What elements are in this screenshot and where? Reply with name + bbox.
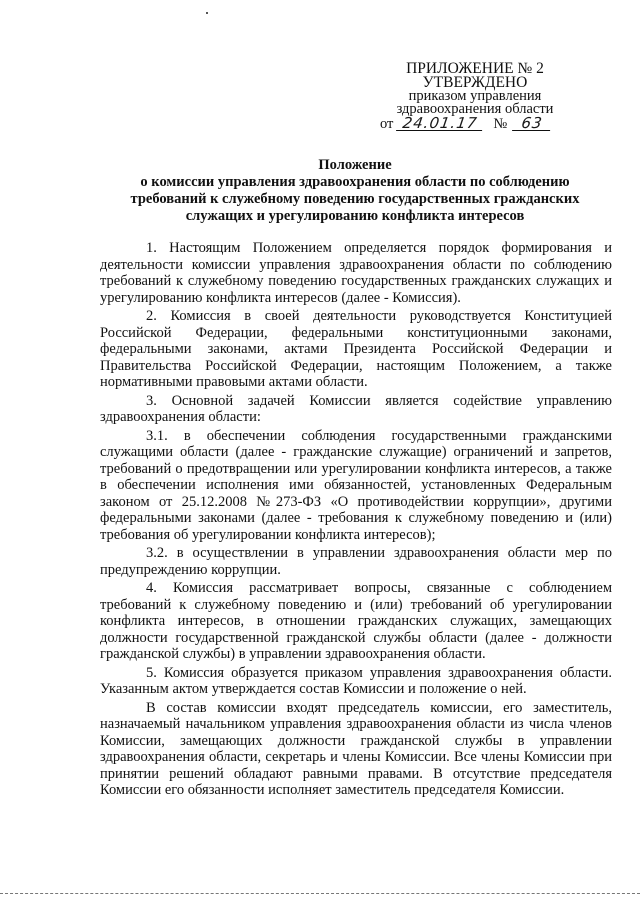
title-line-2: о комиссии управления здравоохранения области по соблюдению (140, 174, 570, 190)
paragraph-5: 5. Комиссия образуется приказом управления здравоохранения области. Указанным актом утверждается состав Комиссии и положение о ней. (100, 664, 612, 697)
paragraph-4: 4. Комиссия рассматривает вопросы, связанные с соблюдением требований к служебному поведению и (или) требований об урегулировании конфликта интересов, в отношении гражданских служащих, замещающих должности государственной гражданской службы области (далее - должности гражданской службы) в управлении здравоохранения области. (100, 580, 612, 662)
date-prefix: от (380, 116, 394, 132)
paragraph-3-1: 3.1. в обеспечении соблюдения государственными гражданскими служащими области (далее - гражданские служащие) ограничений и запретов, требований о предотвращении или урегулировании конфликта интересов, а также в обеспечении исполнения ими обязанностей, установленных Федеральным законом от 25.12.2008 №273-ФЗ «О противодействии коррупции», другими федеральными законами (далее - требования к служебному поведению и (или) требования об урегулировании конфликта интересов); (100, 427, 612, 543)
document-title (100, 157, 610, 225)
title-line-4: служащих и урегулированию конфликта интересов (185, 208, 525, 224)
title-line-3: требований к служебному поведению государственных гражданских (130, 191, 580, 207)
paragraph-3-2: 3.2. в осуществлении в управлении здравоохранения области мер по предупреждению коррупции. (100, 545, 612, 578)
document-body (100, 240, 612, 801)
handwritten-number: 63 (512, 117, 552, 131)
paragraph-2: 2. Комиссия в своей деятельности руководствуется Конституцией Российской Федерации, федеральными конституционными законами, федеральными законами, актами Президента Российской Федерации и Правительства Российской Федерации, настоящим Положением, а также нормативными правовыми актами области. (100, 308, 612, 390)
appendix-label: ПРИЛОЖЕНИЕ № 2 (406, 60, 544, 77)
number-prefix: № (493, 116, 508, 132)
approval-block (380, 62, 570, 131)
scan-bottom-edge (0, 893, 640, 894)
paragraph-1: 1. Настоящим Положением определяется порядок формирования и деятельности комиссии управления здравоохранения области по соблюдению требований к служебному поведению государственных гражданских служащих и урегулированию конфликта интересов (далее - Комиссия). (100, 240, 612, 306)
handwritten-date: 24.01.17 (396, 117, 484, 131)
order-line-1: приказом управления (408, 88, 542, 104)
paragraph-3: 3. Основной задачей Комиссии является содействие управлению здравоохранения области: (100, 392, 612, 425)
order-line-2: здравоохранения области (396, 101, 554, 117)
date-number-line (380, 114, 570, 132)
title-line-1: Положение (318, 157, 392, 173)
approved-label: УТВЕРЖДЕНО (422, 74, 528, 91)
scan-speck (206, 12, 208, 14)
paragraph-5-composition: В состав комиссии входят председатель комиссии, его заместитель, назначаемый начальником управления здравоохранения области из числа членов Комиссии, замещающих должности гражданской службы в управлении здравоохранения области, секретарь и члены Комиссии. Все члены Комиссии при принятии решений обладают равными правами. В отсутствие председателя Комиссии его обязанности исполняет заместитель председателя Комиссии. (100, 699, 612, 798)
